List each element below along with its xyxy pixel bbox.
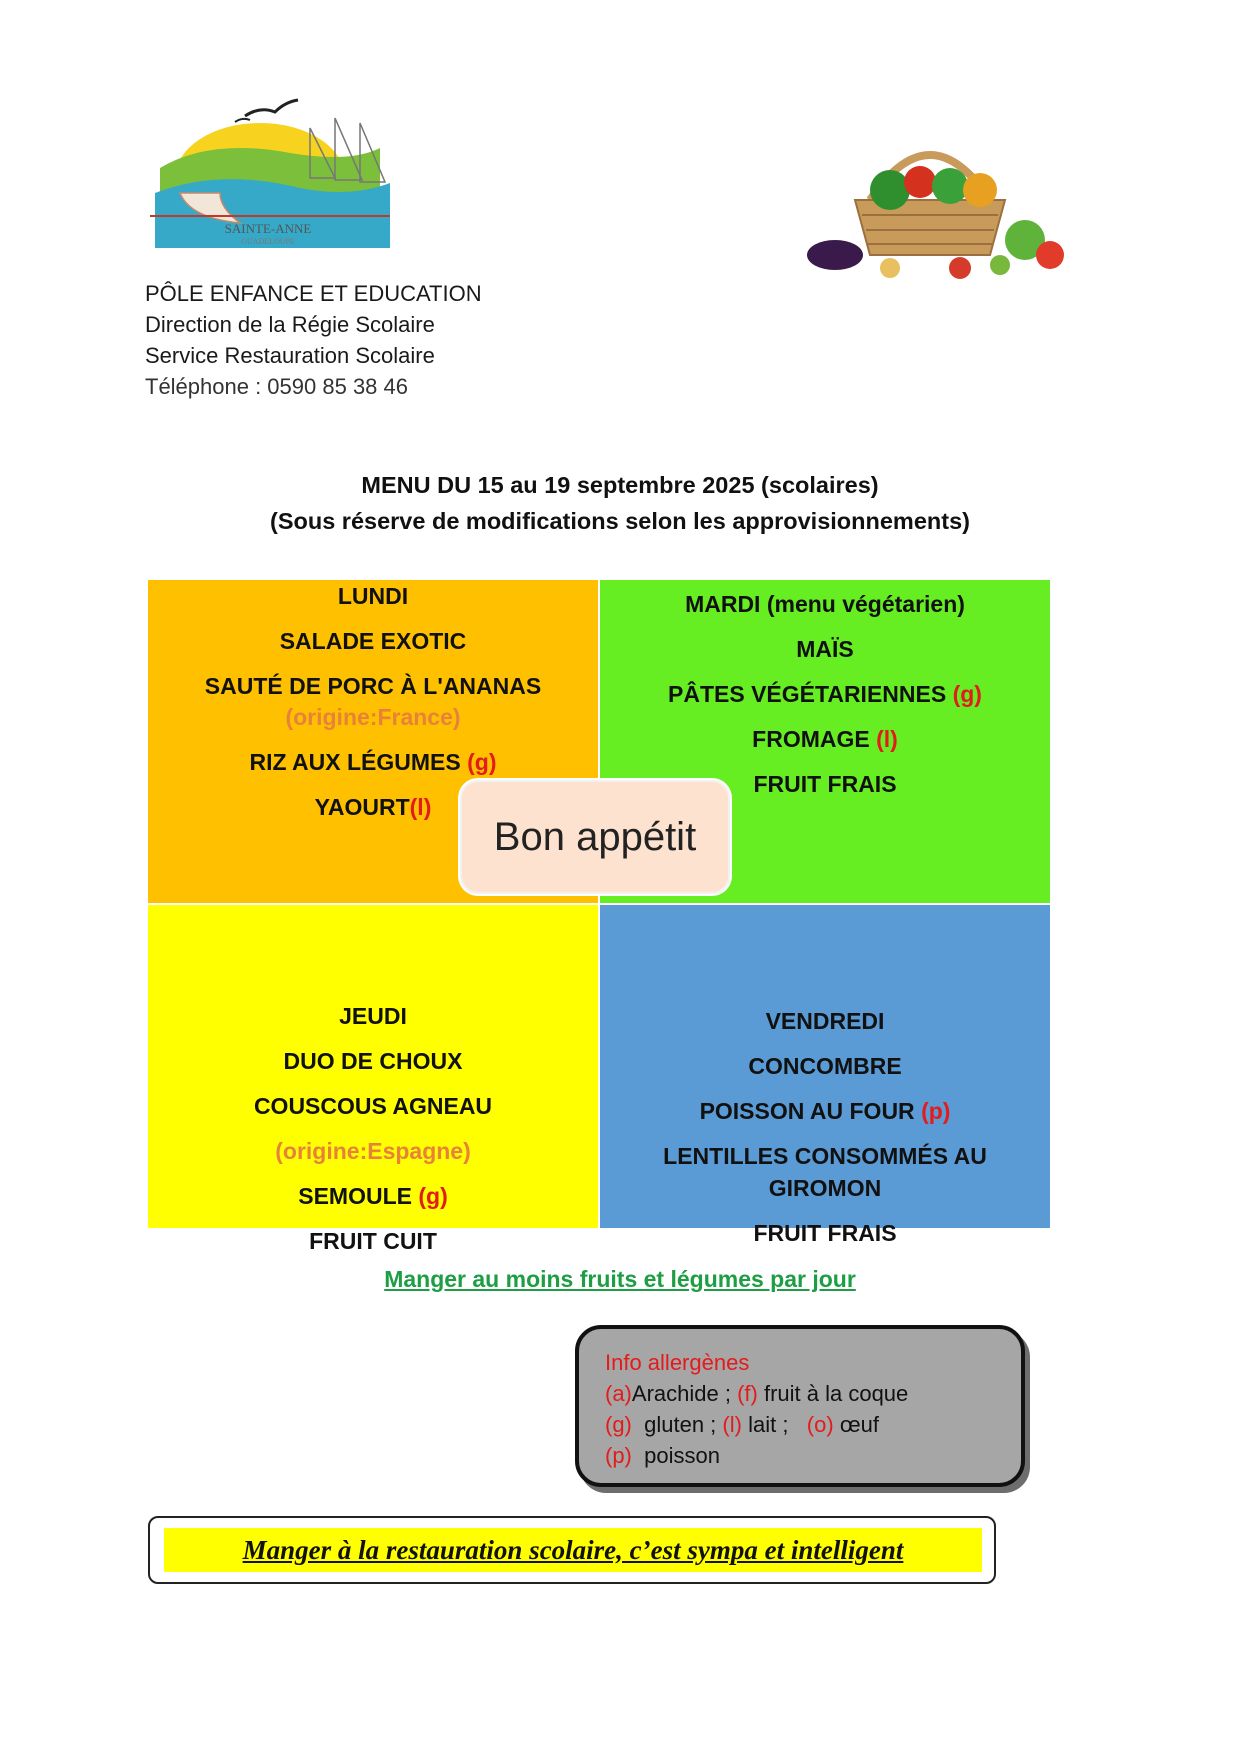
origin-note: (origine:France) (285, 704, 461, 730)
menu-item: FRUIT FRAIS (753, 771, 897, 797)
menu-item: MAÏS (796, 636, 854, 662)
menu-subtitle: (Sous réserve de modifications selon les approvisionnements) (270, 508, 970, 534)
menu-item: FRUIT FRAIS (753, 1220, 897, 1246)
menu-item: POISSON AU FOUR (p) (699, 1098, 951, 1124)
sainte-anne-logo (150, 98, 410, 248)
allergen-row: (g) gluten ; (l) lait ; (o) œuf (605, 1412, 879, 1437)
menu-item: CONCOMBRE (748, 1053, 902, 1079)
allergen-info-box (575, 1325, 1025, 1487)
nutrition-advice: Manger au moins fruits et légumes par jour (384, 1266, 856, 1292)
menu-title: MENU DU 15 au 19 septembre 2025 (scolaires) (361, 472, 879, 498)
allergen-tag: (g) (418, 1183, 448, 1209)
svg-text:GUADELOUPE: GUADELOUPE (241, 237, 295, 246)
menu-item: FROMAGE (l) (752, 726, 898, 752)
weekly-menu-grid (148, 580, 1048, 1254)
org-line-1: PÔLE ENFANCE ET EDUCATION (145, 281, 482, 306)
allergen-row: (a)Arachide ; (f) fruit à la coque (605, 1381, 909, 1406)
menu-item: RIZ AUX LÉGUMES (g) (249, 749, 497, 775)
menu-item: LENTILLES CONSOMMÉS AU GIROMON (663, 1143, 987, 1201)
svg-text:SAINTE-ANNE: SAINTE-ANNE (224, 221, 312, 236)
menu-item: DUO DE CHOUX (283, 1048, 463, 1074)
allergen-heading: Info allergènes (605, 1350, 750, 1375)
organization-header (145, 278, 482, 402)
allergen-tag: (g) (952, 681, 982, 707)
day-name: LUNDI (337, 583, 409, 609)
menu-item: SAUTÉ DE PORC À L'ANANAS (204, 673, 542, 699)
menu-item: YAOURT(l) (314, 794, 432, 820)
org-line-3: Service Restauration Scolaire (145, 343, 435, 368)
org-line-2: Direction de la Régie Scolaire (145, 312, 435, 337)
day-name: JEUDI (339, 1003, 407, 1029)
allergen-tag: (p) (921, 1098, 951, 1124)
day-panel-vendredi (600, 905, 1050, 1246)
menu-item: COUSCOUS AGNEAU (253, 1093, 493, 1119)
day-name: VENDREDI (765, 1008, 885, 1034)
allergen-tag: (l) (876, 726, 898, 752)
slogan-text: Manger à la restauration scolaire, c’est sympa et intelligent (164, 1528, 982, 1572)
day-panel-jeudi (148, 905, 598, 1254)
bon-appetit-label: Bon appétit (460, 780, 730, 894)
menu-item: FRUIT CUIT (309, 1228, 437, 1254)
menu-item: SEMOULE (g) (298, 1183, 448, 1209)
menu-item: SALADE EXOTIC (279, 628, 467, 654)
allergen-row: (p) poisson (605, 1443, 720, 1468)
slogan-box (148, 1516, 996, 1584)
vegetable-basket-image (800, 120, 1070, 280)
origin-note: (origine:Espagne) (275, 1138, 471, 1164)
menu-item: PÂTES VÉGÉTARIENNES (g) (668, 681, 982, 707)
org-phone: Téléphone : 0590 85 38 46 (145, 374, 409, 399)
allergen-tag: (l) (409, 794, 432, 820)
day-name: MARDI (menu végétarien) (685, 591, 965, 617)
allergen-tag: (g) (467, 749, 497, 775)
